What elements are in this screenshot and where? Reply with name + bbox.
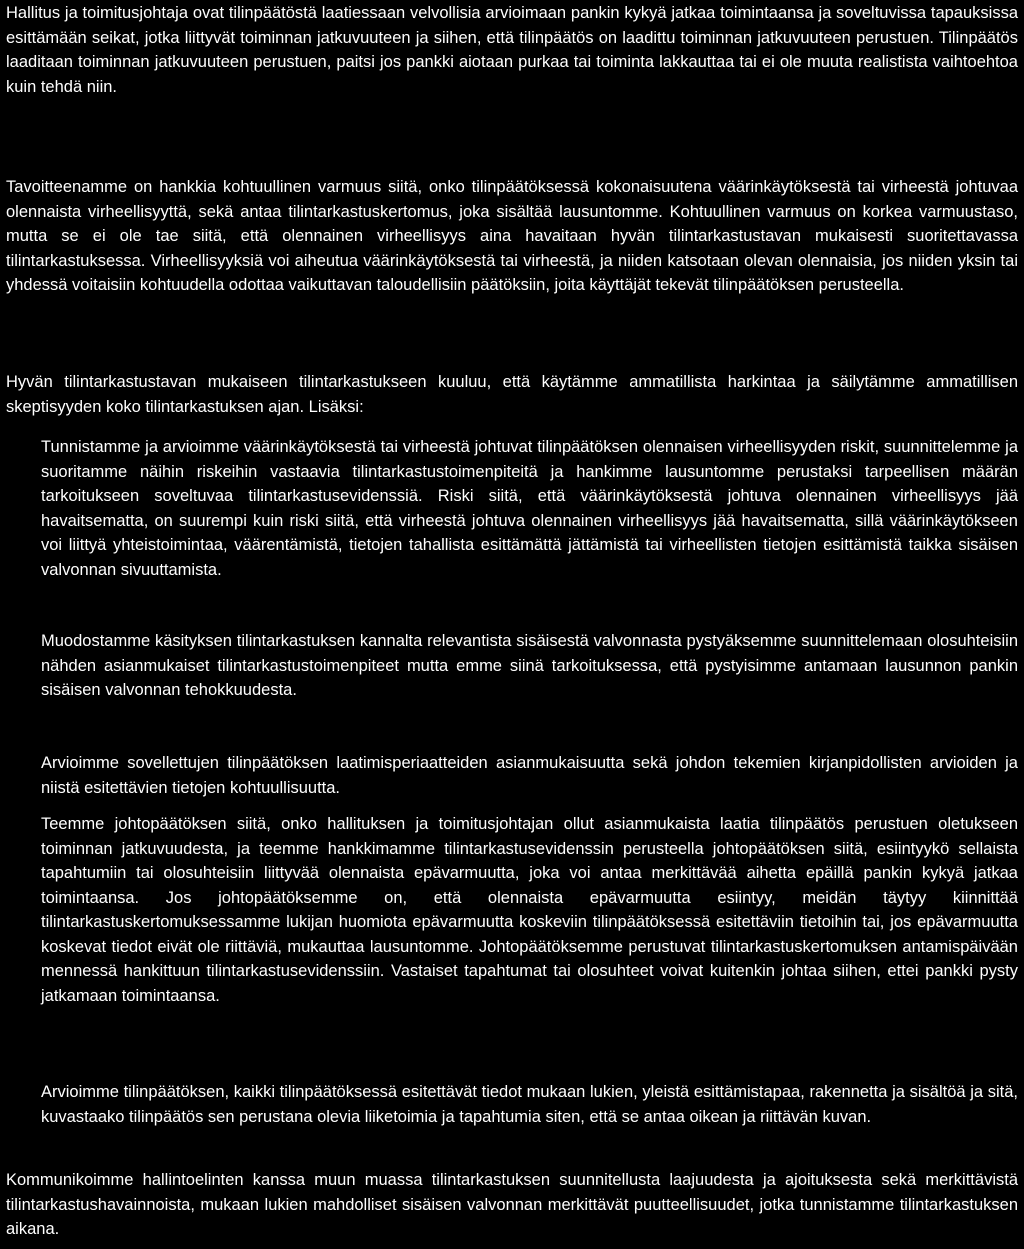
indented-item-overall-presentation: Arvioimme tilinpäätöksen, kaikki tilinpäätöksessä esitettävät tiedot mukaan lukien, yleistä esittämistapaa, rakennetta ja sisältöä ja sitä, kuvastaako tilinpäätös sen perustana olevia liiketoimia ja tapahtumia siten, että se antaa oikean ja riittävän kuvan. [41, 1083, 1018, 1126]
paragraph-audit-objective: Tavoitteenamme on hankkia kohtuullinen varmuus siitä, onko tilinpäätöksessä kokonaisuutena väärinkäytöksestä tai virheestä johtuvaa olennaista virheellisyyttä, sekä antaa tilintarkastuskertomus, joka sisältää lausuntomme. Kohtuullinen varmuus on korkea varmuustaso, mutta se ei ole tae siitä, että olennainen virheellisyys aina havaitaan hyvän tilintarkastustavan mukaisesti suoritettavassa tilintarkastuksessa. Virheellisyyksiä voi aiheutua väärinkäytöksestä tai virheestä, ja niiden katsotaan olevan olennaisia, jos niiden yksin tai yhdessä voitaisiin kohtuudella odottaa vaikuttavan taloudellisiin päätöksiin, joita käyttäjät tekevät tilinpäätöksen perusteella. [6, 178, 1018, 294]
indented-item-going-concern-conclusion: Teemme johtopäätöksen siitä, onko hallituksen ja toimitusjohtajan ollut asianmukaista laatia tilinpäätös perustuen oletukseen toiminnan jatkuvuudesta, ja teemme hankkimamme tilintarkastusevidenssin perusteella johtopäätöksen siitä, esiintyykö sellaista tapahtumiin tai olosuhteisiin liittyvää olennaista epävarmuutta, joka voi antaa merkittävää aihetta epäillä pankin kykyä jatkaa toimintaansa. Jos johtopäätöksemme on, että olennaista epävarmuutta esiintyy, meidän täytyy kiinnittää tilintarkastuskertomuksessamme lukijan huomiota epävarmuutta koskeviin tilinpäätöksessä esitettäviin tietoihin tai, jos epävarmuutta koskevat tiedot eivät ole riittäviä, mukauttaa lausuntomme. Johtopäätöksemme perustuvat tilintarkastuskertomuksen antamispäivään mennessä hankittuun tilintarkastusevidenssiin. Vastaiset tapahtumat tai olosuhteet voivat kuitenkin johtaa siihen, ettei pankki pysty jatkamaan toimintaansa. [41, 815, 1018, 1005]
paragraph-going-concern-responsibility: Hallitus ja toimitusjohtaja ovat tilinpäätöstä laatiessaan velvollisia arvioimaan pankin kykyä jatkaa toimintaansa ja soveltuvissa tapauksissa esittämään seikat, jotka liittyvät toiminnan jatkuvuuteen ja siihen, että tilinpäätös on laadittu toiminnan jatkuvuuteen perustuen. Tilinpäätös laaditaan toiminnan jatkuvuuteen perustuen, paitsi jos pankki aiotaan purkaa tai toiminta lakkauttaa tai ei ole muuta realistista vaihtoehtoa kuin tehdä niin. [6, 4, 1018, 96]
indented-item-accounting-policies: Arvioimme sovellettujen tilinpäätöksen laatimisperiaatteiden asianmukaisuutta sekä johdon tekemien kirjanpidollisten arvioiden ja niistä esitettävien tietojen kohtuullisuutta. [41, 754, 1018, 797]
paragraph-communication: Kommunikoimme hallintoelinten kanssa muun muassa tilintarkastuksen suunnitellusta laajuudesta ja ajoituksesta sekä merkittävistä tilintarkastushavainnoista, mukaan lukien mahdolliset sisäisen valvonnan merkittävät puutteellisuudet, jotka tunnistamme tilintarkastuksen aikana. [6, 1171, 1018, 1238]
indented-item-risk-assessment: Tunnistamme ja arvioimme väärinkäytöksestä tai virheestä johtuvat tilinpäätöksen olennaisen virheellisyyden riskit, suunnittelemme ja suoritamme näihin riskeihin vastaavia tilintarkastustoimenpiteitä ja hankimme lausuntomme perustaksi tarpeellisen määrän tarkoitukseen soveltuvaa tilintarkastusevidenssiä. Riski siitä, että väärinkäytöksestä johtuva olennainen virheellisyys jää havaitsematta, on suurempi kuin riski siitä, että virheestä johtuva olennainen virheellisyys jää havaitsematta, sillä väärinkäytökseen voi liittyä yhteistoimintaa, väärentämistä, tietojen tahallista esittämättä jättämistä tai virheellisten tietojen esittämistä taikka sisäisen valvonnan sivuuttamista. [41, 438, 1018, 579]
indented-item-internal-control: Muodostamme käsityksen tilintarkastuksen kannalta relevantista sisäisestä valvonnasta pystyäksemme suunnittelemaan olosuhteisiin nähden asianmukaiset tilintarkastustoimenpiteet mutta emme siinä tarkoituksessa, että pystyisimme antamaan lausunnon pankin sisäisen valvonnan tehokkuudesta. [41, 632, 1018, 699]
paragraph-good-auditing-practice: Hyvän tilintarkastustavan mukaiseen tilintarkastukseen kuuluu, että käytämme ammatillista harkintaa ja säilytämme ammatillisen skeptisyyden koko tilintarkastuksen ajan. Lisäksi: [6, 373, 1018, 416]
